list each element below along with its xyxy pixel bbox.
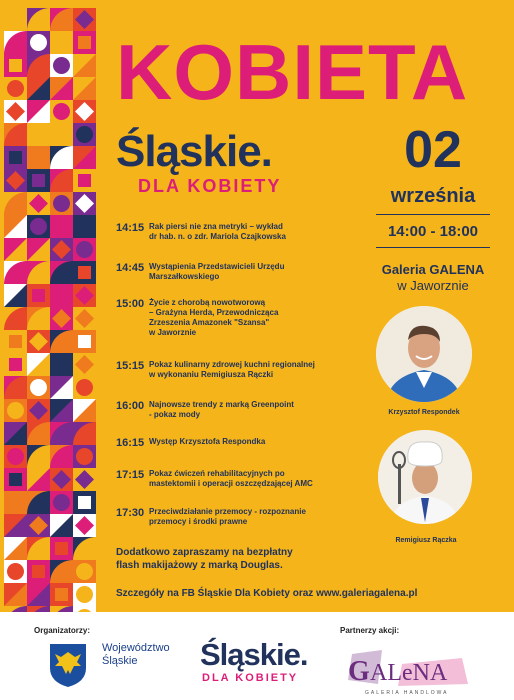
schedule-time: 17:15	[116, 469, 145, 481]
schedule-description: Najnowsze trendy z marką Greenpoint - pokaz mody	[149, 400, 294, 419]
decorative-pattern-strip	[4, 8, 96, 612]
event-month: września	[390, 185, 476, 207]
schedule-time: 14:15	[116, 222, 145, 234]
schedule-row	[116, 360, 376, 380]
galena-subtitle: GALERIA HANDLOWA	[365, 690, 449, 696]
schedule-time: 16:00	[116, 400, 145, 412]
partners-label: Partnerzy akcji:	[340, 626, 400, 635]
svg-text:ALeNA: ALeNA	[370, 660, 448, 686]
schedule-description: Przeciwdziałanie przemocy - rozpoznanie przemocy i środki prawne	[149, 507, 306, 526]
schedule-description: Wystąpienia Przedstawicieli Urzędu Marszałkowskiego	[149, 262, 285, 281]
voivodeship-name	[102, 642, 170, 668]
footer-brand-logo	[200, 638, 307, 684]
schedule-description: Rak piersi nie zna metryki – wykład dr hab. n. o zdr. Mariola Czajkowska	[149, 222, 286, 241]
schedule-row	[116, 262, 376, 282]
event-venue-city: w Jaworznie	[397, 278, 469, 293]
galena-logo-icon	[342, 644, 472, 690]
schedule-description: Pokaz ćwiczeń rehabilitacyjnych po mastektomii i operacji oszczędzającej AMC	[149, 469, 313, 488]
organizers-label: Organizatorzy:	[34, 626, 91, 635]
schedule-row	[116, 507, 376, 527]
schedule-time: 15:15	[116, 360, 145, 372]
extra-info	[116, 546, 293, 572]
schedule-row	[116, 469, 376, 489]
poster-title: KOBIETA	[116, 28, 469, 116]
schedule-time: 17:30	[116, 507, 145, 519]
time-divider	[376, 247, 490, 248]
schedule-time: 14:45	[116, 262, 145, 274]
extra-line: Dodatkowo zapraszamy na bezpłatny	[116, 547, 293, 558]
schedule-row	[116, 437, 376, 450]
extra-line: flash makijażowy z marką Douglas.	[116, 560, 283, 571]
event-time-range: 14:00 - 18:00	[387, 223, 479, 240]
person-portrait-icon	[376, 306, 472, 402]
event-venue: Galeria GALENA	[381, 262, 485, 277]
coat-of-arms-icon	[48, 642, 88, 688]
footer-brand-main: Śląskie.	[200, 637, 308, 672]
chef-portrait-icon	[378, 430, 472, 524]
date-block	[368, 120, 498, 294]
schedule-description: Pokaz kulinarny zdrowej kuchni regionalnej w wykonaniu Remigiusza Rączki	[149, 360, 315, 379]
brand-logo	[116, 128, 281, 197]
schedule-description: Występ Krzysztofa Respondka	[149, 437, 266, 446]
schedule-time: 15:00	[116, 298, 145, 310]
schedule-time: 16:15	[116, 437, 145, 449]
event-day: 02	[404, 121, 462, 179]
schedule-row	[116, 400, 376, 420]
schedule-row	[116, 298, 376, 338]
schedule-row	[116, 222, 376, 242]
footer	[0, 612, 514, 700]
details-line: Szczegóły na FB Śląskie Dla Kobiety oraz www.galeriagalena.pl	[116, 588, 418, 599]
photo-caption: Remigiusz Rączka	[395, 537, 457, 544]
photo-caption: Krzysztof Respondek	[388, 409, 460, 416]
schedule-description: Życie z chorobą nowotworową – Grażyna Herda, Przewodnicząca Zrzeszenia Amazonek "Szansa" w Jaworznie	[149, 298, 279, 337]
date-divider	[376, 214, 490, 215]
voivodeship-line: Województwo	[102, 642, 170, 654]
svg-text:G: G	[348, 656, 370, 687]
voivodeship-line: Śląskie	[102, 655, 138, 667]
footer-brand-sub: DLA KOBIETY	[202, 672, 299, 684]
brand-main-text: Śląskie.	[116, 127, 272, 176]
brand-sub-text: DLA KOBIETY	[138, 176, 282, 196]
